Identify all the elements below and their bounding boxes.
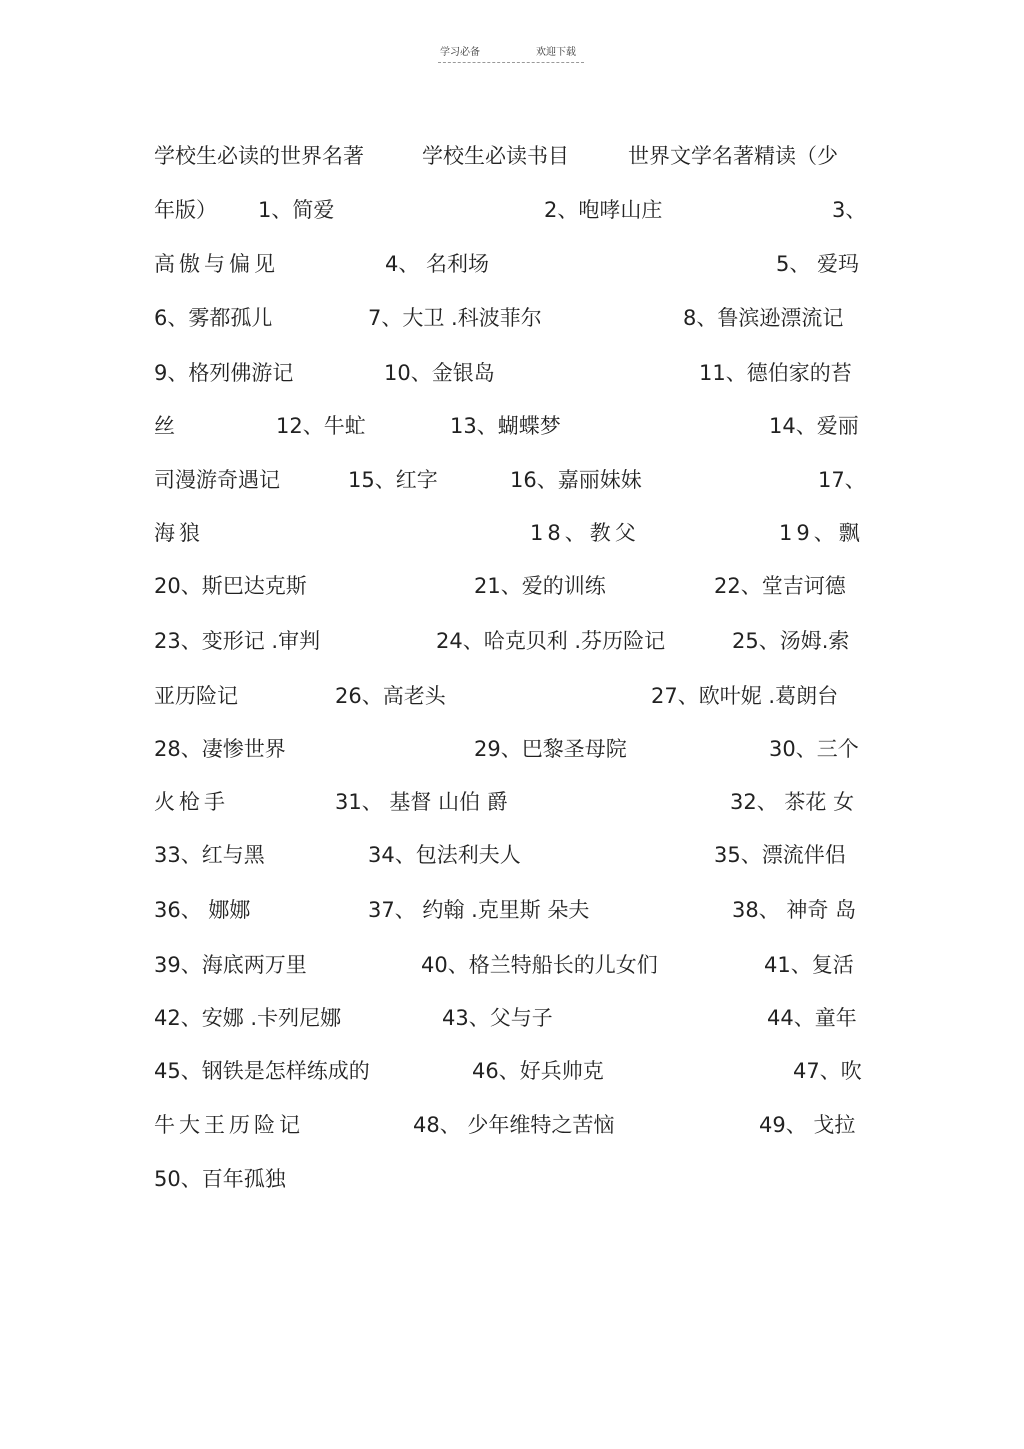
text-segment: 32、 茶花 女 [730,790,855,814]
text-segment: 亚历险记 [154,684,238,708]
text-segment: 25、汤姆.索 [732,629,850,653]
text-segment: 30、三个 [769,737,859,761]
text-line [154,356,870,390]
text-segment: 44、童年 [767,1006,857,1030]
header-left-text: 学习必备 [440,47,480,58]
text-segment: 46、好兵帅克 [472,1059,604,1083]
text-segment: 14、爱丽 [769,414,859,438]
text-segment: 49、 戈拉 [759,1113,856,1137]
text-segment: 42、安娜 .卡列尼娜 [154,1006,342,1030]
text-segment: 13、蝴蝶梦 [450,414,561,438]
text-line [154,785,870,819]
text-segment: 35、漂流伴侣 [714,843,846,867]
text-line [154,1162,870,1196]
text-line [154,1108,870,1142]
text-line [154,139,870,173]
text-segment: 38、 神奇 岛 [732,898,857,922]
header-right-text: 欢迎下载 [536,47,576,58]
text-segment: 50、百年孤独 [154,1167,286,1191]
text-segment: 24、哈克贝利 .芬历险记 [436,629,666,653]
text-segment: 2、咆哮山庄 [544,198,663,222]
text-segment: 23、变形记 .审判 [154,629,321,653]
text-segment: 17、 [818,468,866,492]
text-line [154,1001,870,1035]
text-segment: 28、凄惨世界 [154,737,286,761]
text-segment: 15、红字 [348,468,438,492]
text-segment: 12、牛虻 [276,414,366,438]
text-line [154,732,870,766]
text-line [154,247,870,281]
text-segment: 4、 名利场 [385,252,490,276]
text-segment: 9、格列佛游记 [154,361,294,385]
text-segment: 29、巴黎圣母院 [474,737,627,761]
text-line [154,679,870,713]
text-segment: 19、飘 [779,521,864,545]
text-line [154,463,870,497]
text-line [154,948,870,982]
text-segment: 22、堂吉诃德 [714,574,846,598]
text-segment: 年版） [154,198,217,222]
text-segment: 7、大卫 .科波菲尔 [368,306,542,330]
text-segment: 45、钢铁是怎样练成的 [154,1059,370,1083]
text-segment: 丝 [154,414,175,438]
text-segment: 37、 约翰 .克里斯 朵夫 [368,898,590,922]
text-segment: 39、海底两万里 [154,953,307,977]
text-segment: 6、雾都孤儿 [154,306,273,330]
text-segment: 47、吹 [793,1059,862,1083]
text-segment: 高傲与偏见 [154,252,279,276]
text-segment: 48、 少年维特之苦恼 [413,1113,615,1137]
text-line [154,301,870,335]
text-segment: 31、 基督 山伯 爵 [335,790,508,814]
text-segment: 20、斯巴达克斯 [154,574,307,598]
text-line [154,409,870,443]
text-line [154,569,870,603]
text-line [154,193,870,227]
text-segment: 世界文学名著精读（少 [628,144,838,168]
text-segment: 3、 [832,198,867,222]
text-segment: 34、包法利夫人 [368,843,521,867]
text-segment: 21、爱的训练 [474,574,606,598]
text-segment: 学校生必读书目 [422,144,569,168]
text-segment: 8、鲁滨逊漂流记 [683,306,844,330]
text-line [154,893,870,927]
text-segment: 27、欧叶妮 .葛朗台 [651,684,839,708]
text-segment: 11、德伯家的苔 [699,361,852,385]
text-segment: 司漫游奇遇记 [154,468,280,492]
text-line [154,624,870,658]
text-segment: 41、复活 [764,953,854,977]
text-segment: 10、金银岛 [384,361,495,385]
text-segment: 海狼 [154,521,204,545]
text-line [154,838,870,872]
text-line [154,516,870,550]
text-line [154,1054,870,1088]
text-segment: 牛大王历险记 [154,1113,304,1137]
text-segment: 43、父与子 [442,1006,553,1030]
text-segment: 5、 爱玛 [776,252,860,276]
text-segment: 40、格兰特船长的儿女们 [421,953,658,977]
text-segment: 火枪手 [154,790,229,814]
text-segment: 学校生必读的世界名著 [154,144,364,168]
text-segment: 36、 娜娜 [154,898,251,922]
text-segment: 33、红与黑 [154,843,265,867]
text-segment: 26、高老头 [335,684,446,708]
text-segment: 18、教父 [530,521,640,545]
text-segment: 1、简爱 [258,198,335,222]
text-segment: 16、嘉丽妹妹 [510,468,642,492]
